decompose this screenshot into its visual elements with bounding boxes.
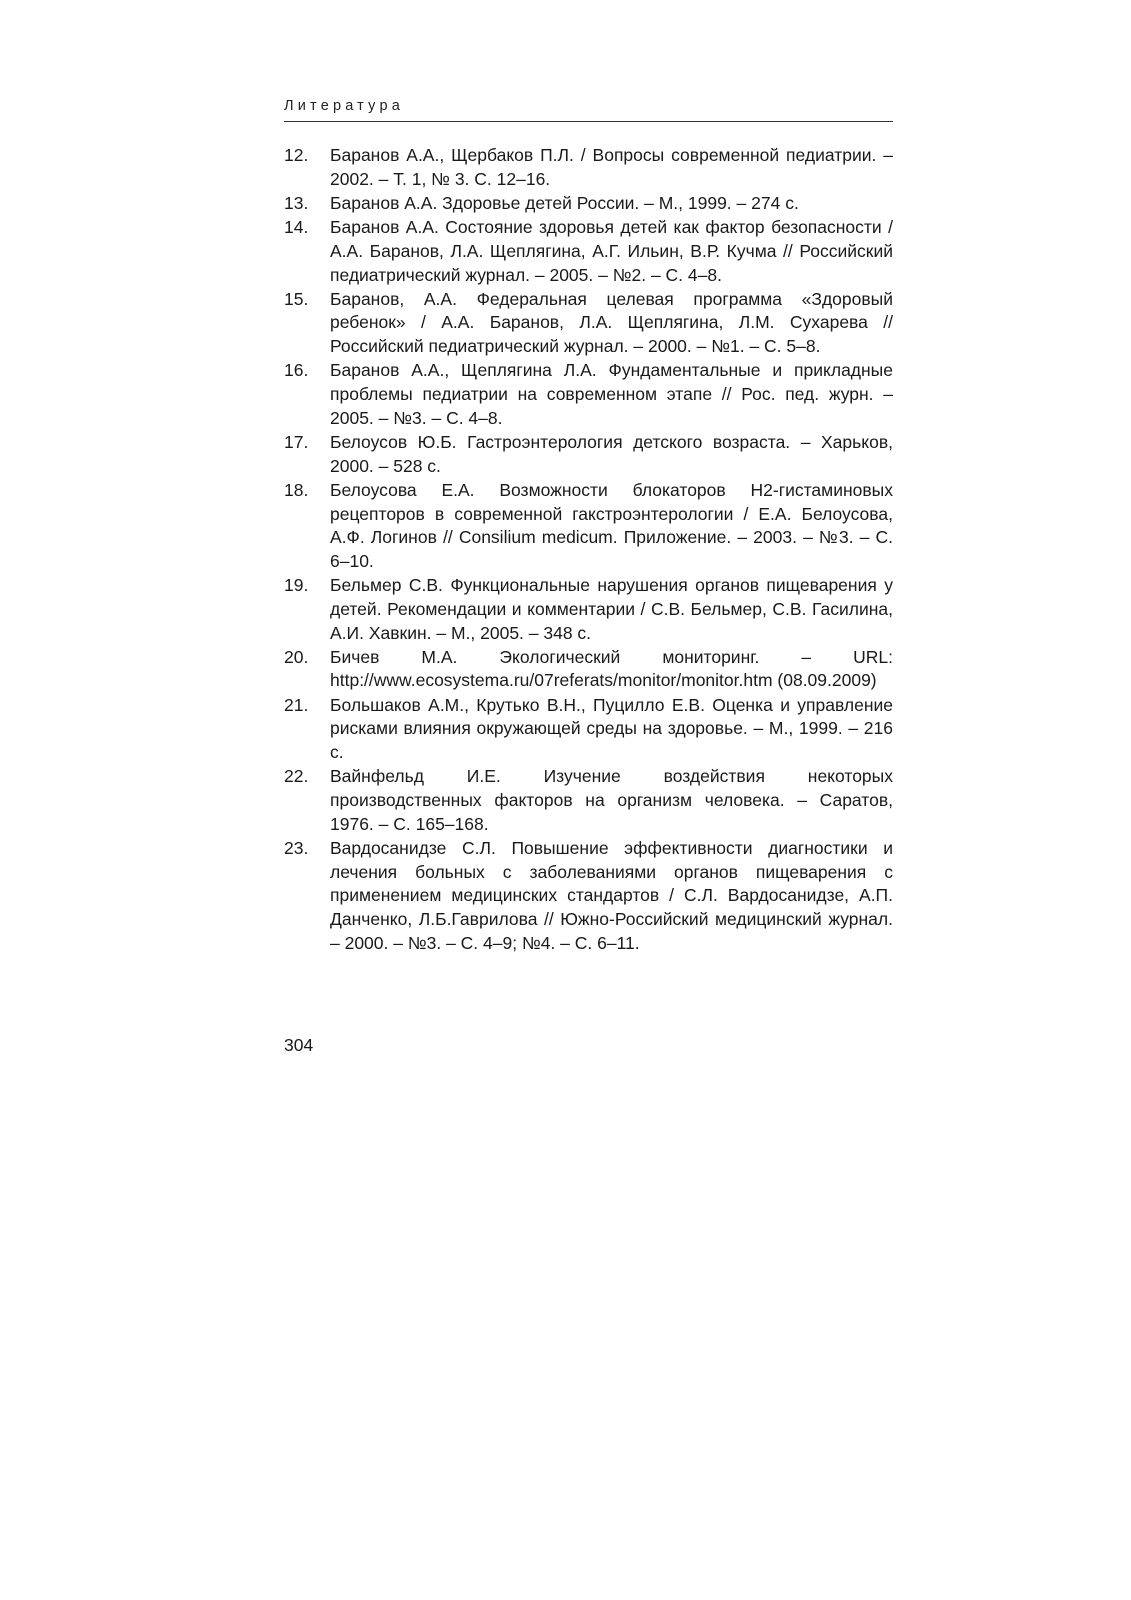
reference-number: 17.	[284, 431, 309, 452]
reference-text: Баранов, А.А. Федеральная целевая программа «Здоровый ребенок» / А.А. Баранов, Л.А. Щеплягина, Л.М. Сухарева // Российский педиатрический журнал. – 2000. – №1. – С. 5–8.	[330, 288, 893, 357]
reference-text: Бельмер С.В. Функциональные нарушения органов пищеварения у детей. Рекомендации и комментарии / С.В. Бельмер, С.В. Гасилина, А.И. Хавкин. – М., 2005. – 348 с.	[330, 575, 893, 643]
reference-number: 18.	[284, 479, 309, 500]
reference-text: Белоусова Е.А. Возможности блокаторов Н2-гистаминовых рецепторов в современной гакстроэнтерологии / Е.А. Белоусова, А.Ф. Логинов // Consilium medicum. Приложение. – 2003. – №3. – С. 6–10.	[330, 479, 893, 571]
running-header	[284, 97, 893, 122]
reference-item	[284, 837, 893, 956]
reference-item	[284, 359, 893, 430]
reference-item	[284, 144, 893, 191]
reference-number: 15.	[284, 288, 309, 309]
reference-item	[284, 192, 893, 216]
reference-number: 13.	[284, 192, 309, 213]
reference-list	[284, 144, 893, 956]
reference-text: Белоусов Ю.Б. Гастроэнтерология детского возраста. – Харьков, 2000. – 528 с.	[330, 431, 893, 476]
reference-item	[284, 288, 893, 359]
reference-item	[284, 216, 893, 287]
reference-item	[284, 765, 893, 836]
reference-item	[284, 479, 893, 574]
reference-text: Баранов А.А. Здоровье детей России. – М., 1999. – 274 с.	[330, 192, 799, 213]
reference-number: 21.	[284, 694, 309, 715]
reference-text: Большаков А.М., Крутько В.Н., Пуцилло Е.В. Оценка и управление рисками влияния окружающей среды на здоровье. – М., 1999. – 216 с.	[330, 694, 893, 763]
reference-text: Баранов А.А., Щеплягина Л.А. Фундаментальные и прикладные проблемы педиатрии на современном этапе // Рос. пед. журн. – 2005. – №3. – С. 4–8.	[330, 360, 893, 428]
reference-text: Вардосанидзе С.Л. Повышение эффективности диагностики и лечения больных с заболеваниями органов пищеварения с применением медицинских стандартов / С.Л. Вардосанидзе, А.П. Данченко, Л.Б.Гаврилова // Южно-Российский медицинский журнал. – 2000. – №3. – С. 4–9; №4. – С. 6–11.	[330, 837, 893, 953]
reference-text: Бичев М.А. Экологический мониторинг. – URL: http://www.ecosystema.ru/07referats/monitor/monitor.htm (08.09.2009)	[330, 646, 893, 691]
reference-number: 20.	[284, 646, 309, 667]
reference-text: Баранов А.А. Состояние здоровья детей как фактор безопасности / А.А. Баранов, Л.А. Щеплягина, А.Г. Ильин, В.Р. Кучма // Российский педиатрический журнал. – 2005. – №2. – С. 4–8.	[330, 217, 893, 285]
reference-text: Вайнфельд И.Е. Изучение воздействия некоторых производственных факторов на организм человека. – Саратов, 1976. – С. 165–168.	[330, 766, 893, 834]
reference-item	[284, 431, 893, 478]
reference-number: 14.	[284, 217, 309, 238]
reference-number: 19.	[284, 575, 309, 596]
running-header-title: Литература	[284, 98, 404, 114]
reference-number: 22.	[284, 766, 309, 787]
page-number: 304	[284, 1035, 314, 1055]
reference-text: Баранов А.А., Щербаков П.Л. / Вопросы современной педиатрии. – 2002. – Т. 1, № 3. С. 12–16.	[330, 145, 893, 189]
reference-item	[284, 694, 893, 765]
reference-item	[284, 646, 893, 693]
reference-number: 16.	[284, 360, 309, 381]
reference-number: 12.	[284, 145, 309, 165]
reference-item	[284, 574, 893, 645]
reference-number: 23.	[284, 837, 309, 858]
